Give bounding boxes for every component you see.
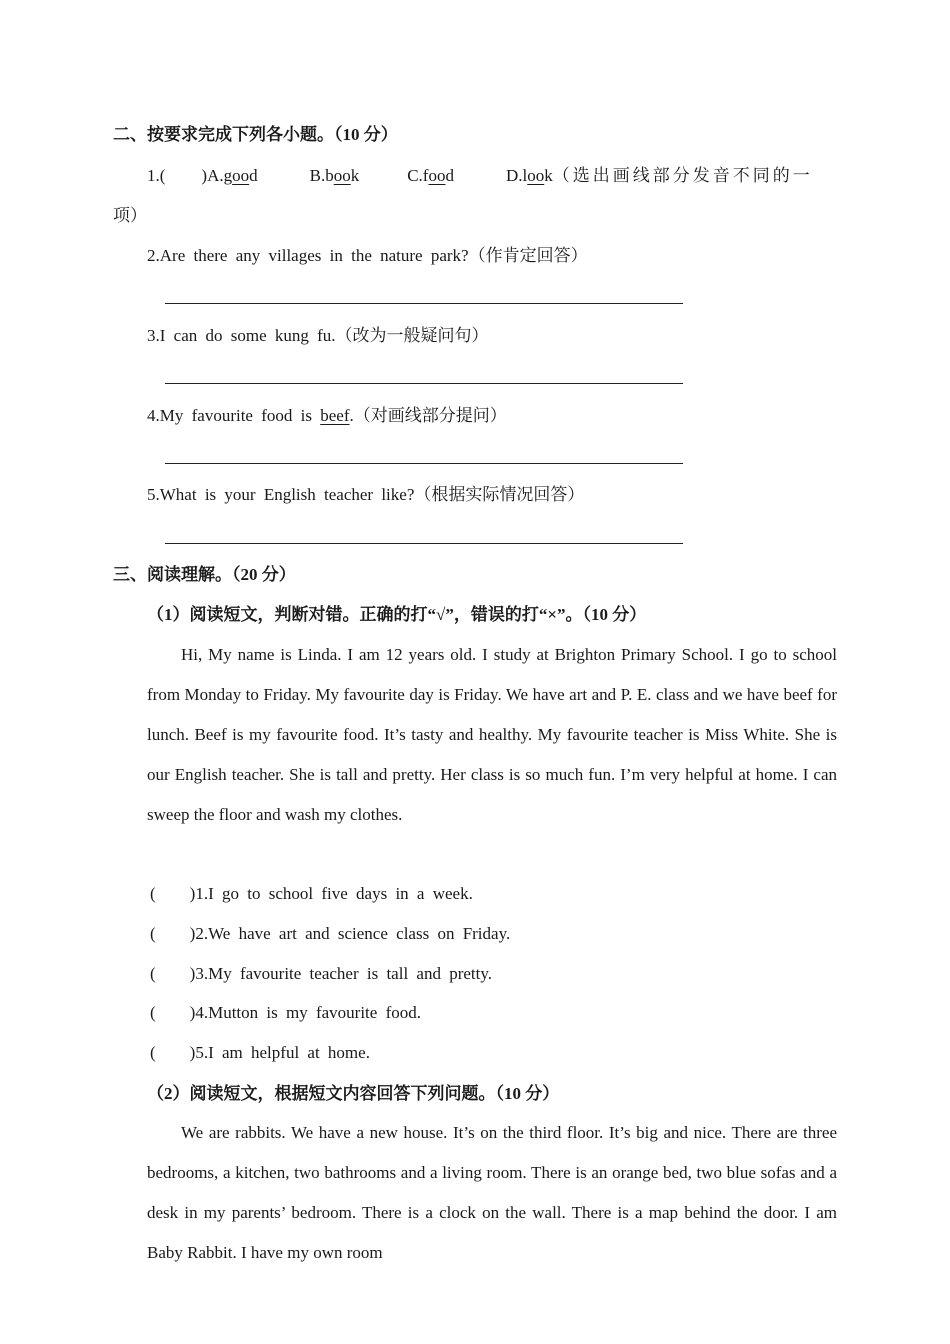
question-2: 2.Are there any villages in the nature park?（作肯定回答）: [147, 246, 588, 265]
q1-option-d-post: k: [544, 166, 553, 185]
tf-item-4-open: (: [150, 1003, 156, 1022]
answer-line-3[interactable]: [165, 383, 683, 384]
q4-underlined: beef: [320, 406, 350, 425]
q1-option-c-post: d: [445, 166, 454, 185]
part2-passage: We are rabbits. We have a new house. It’s on the third floor. It’s big and nice. There are three bedrooms, a kitchen, two bathrooms and a living room. There is an orange bed, two blue sofas and a desk in my parents’ bedroom. There is a clock on the wall. There is a map behind the door. I am Baby Rabbit. I have my own room: [147, 1123, 837, 1262]
q1-option-d-label: D.l: [505, 166, 528, 185]
q1-instruction: （选出画线部分发音不同的一: [552, 166, 813, 185]
tf-item-1-open: (: [150, 884, 156, 903]
q1-instruction-cont: 项）: [113, 206, 147, 225]
q1-option-b-label: B.b: [309, 166, 334, 185]
q1-option-a-underlined: oo: [232, 166, 250, 185]
q1-option-b-post: k: [350, 166, 360, 185]
tf-item-5-open: (: [150, 1043, 156, 1062]
q4-pre: 4.My favourite food is: [147, 406, 321, 425]
tf-item-2: [150, 922, 510, 946]
part1-passage: Hi, My name is Linda. I am 12 years old. I study at Brighton Primary School. I go to school from Monday to Friday. My favourite day is Friday. We have art and P. E. class and we have beef for lunch. Beef is my favourite food. It’s tasty and healthy. My favourite teacher is Miss White. She is our English teacher. She is tall and pretty. Her class is so much fun. I’m very helpful at home. I can sweep the floor and wash my clothes.: [147, 645, 837, 824]
q1-option-b-underlined: oo: [333, 166, 351, 185]
tf-item-3: [150, 962, 492, 986]
tf-item-2-open: (: [150, 924, 156, 943]
tf-item-3-text: )3.My favourite teacher is tall and pretty.: [189, 964, 493, 983]
q1-option-c-underlined: oo: [428, 166, 446, 185]
answer-line-5[interactable]: [165, 543, 683, 544]
q4-post: .（对画线部分提问）: [349, 406, 507, 425]
tf-item-5: [150, 1041, 370, 1065]
q1-option-a-post: d: [249, 166, 258, 185]
tf-item-1: [150, 882, 473, 906]
answer-line-4[interactable]: [165, 463, 683, 464]
q1-prefix: 1.(: [147, 166, 166, 185]
tf-item-5-text: )5.I am helpful at home.: [189, 1043, 370, 1062]
q1-option-a-pre: g: [223, 166, 233, 185]
question-3: 3.I can do some kung fu.（改为一般疑问句）: [147, 326, 489, 345]
tf-item-3-open: (: [150, 964, 156, 983]
tf-item-4-text: )4.Mutton is my favourite food.: [189, 1003, 421, 1022]
q1-option-c-label: C.f: [407, 166, 429, 185]
question-5: 5.What is your English teacher like?（根据实际情况回答）: [147, 485, 585, 504]
tf-item-1-text: )1.I go to school five days in a week.: [189, 884, 473, 903]
tf-item-2-text: )2.We have art and science class on Friday.: [189, 924, 511, 943]
question-1: [147, 164, 837, 188]
part1-heading: （1）阅读短文，判断对错。正确的打“√”，错误的打“×”。（10 分）: [147, 605, 647, 624]
section2-heading: 二、按要求完成下列各小题。（10 分）: [113, 125, 398, 144]
tf-item-4: [150, 1001, 421, 1025]
q1-option-d-underlined: oo: [527, 166, 545, 185]
q1-option-a-label: )A.: [201, 166, 224, 185]
question-4: [147, 404, 507, 428]
section3-heading: 三、阅读理解。（20 分）: [113, 565, 296, 584]
answer-line-2[interactable]: [165, 303, 683, 304]
part2-heading: （2）阅读短文，根据短文内容回答下列问题。（10 分）: [147, 1084, 560, 1103]
